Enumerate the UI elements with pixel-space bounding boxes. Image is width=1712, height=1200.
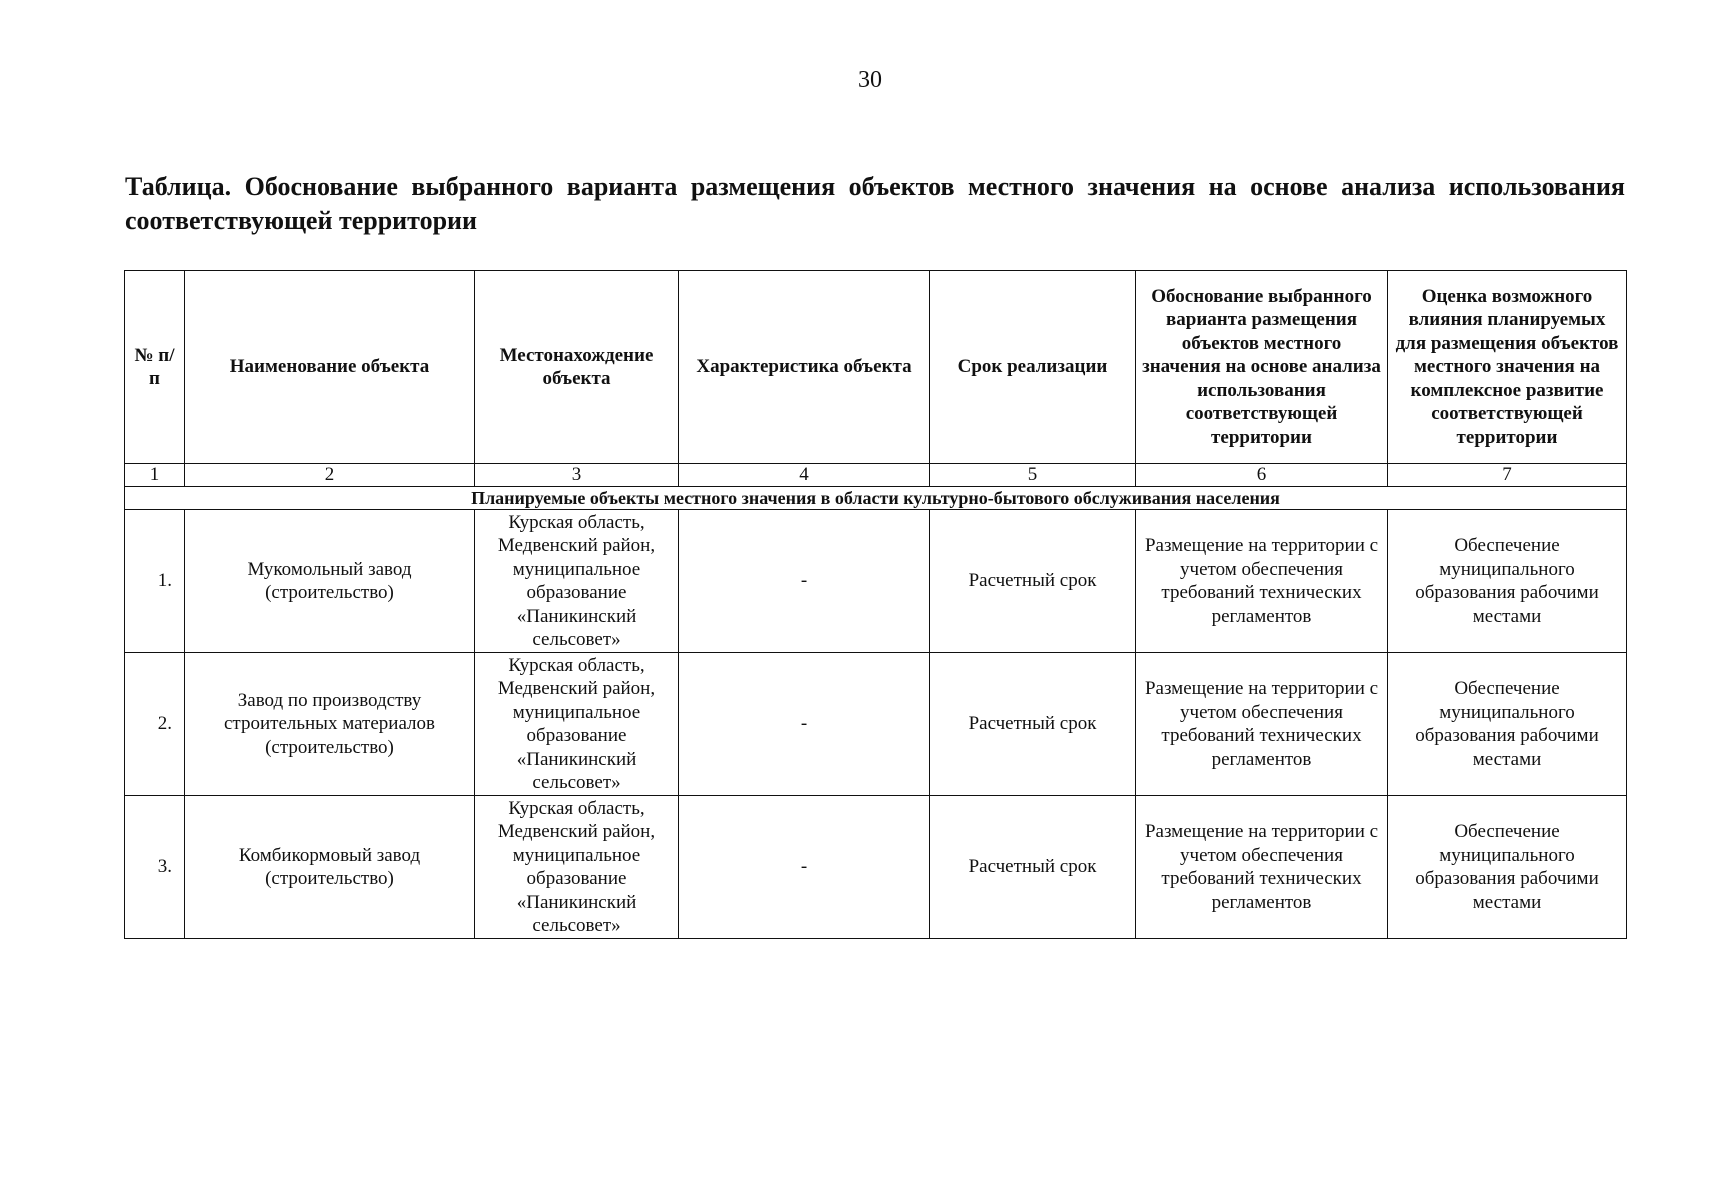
implementation-term: Расчетный срок bbox=[930, 796, 1136, 939]
impact-assessment: Обеспечение муниципального образования рабочими местами bbox=[1388, 510, 1627, 653]
header-cell-justification: Обоснование выбранного варианта размещения объектов местного значения на основе анализа использования соответствующей территории bbox=[1136, 271, 1388, 464]
column-number: 7 bbox=[1388, 464, 1627, 487]
placement-justification: Размещение на территории с учетом обеспечения требований технических регламентов bbox=[1136, 653, 1388, 796]
table-row bbox=[125, 653, 1627, 796]
column-number-row bbox=[125, 464, 1627, 487]
impact-assessment: Обеспечение муниципального образования рабочими местами bbox=[1388, 653, 1627, 796]
column-number: 2 bbox=[185, 464, 475, 487]
data-table-container bbox=[124, 270, 1626, 939]
impact-assessment: Обеспечение муниципального образования рабочими местами bbox=[1388, 796, 1627, 939]
object-name: Мукомольный завод (строительство) bbox=[185, 510, 475, 653]
header-cell-number: № п/п bbox=[125, 271, 185, 464]
row-number: 2. bbox=[125, 653, 185, 796]
placement-justification: Размещение на территории с учетом обеспечения требований технических регламентов bbox=[1136, 510, 1388, 653]
section-title: Планируемые объекты местного значения в области культурно-бытового обслуживания населения bbox=[125, 487, 1627, 510]
row-number: 3. bbox=[125, 796, 185, 939]
object-location: Курская область, Медвенский район, муниципальное образование «Паникинский сельсовет» bbox=[475, 510, 679, 653]
implementation-term: Расчетный срок bbox=[930, 510, 1136, 653]
object-name: Завод по производству строительных материалов (строительство) bbox=[185, 653, 475, 796]
row-number: 1. bbox=[125, 510, 185, 653]
placement-justification: Размещение на территории с учетом обеспечения требований технических регламентов bbox=[1136, 796, 1388, 939]
column-number: 6 bbox=[1136, 464, 1388, 487]
page-number: 30 bbox=[858, 67, 882, 93]
column-number: 5 bbox=[930, 464, 1136, 487]
object-characteristic: - bbox=[679, 796, 930, 939]
header-row bbox=[125, 271, 1627, 464]
object-characteristic: - bbox=[679, 510, 930, 653]
table-row bbox=[125, 510, 1627, 653]
table-title: Таблица. Обоснование выбранного варианта размещения объектов местного значения на основе анализа использования соответствующей территории bbox=[125, 172, 1625, 235]
object-location: Курская область, Медвенский район, муниципальное образование «Паникинский сельсовет» bbox=[475, 796, 679, 939]
object-location: Курская область, Медвенский район, муниципальное образование «Паникинский сельсовет» bbox=[475, 653, 679, 796]
header-cell-location: Местонахождение объекта bbox=[475, 271, 679, 464]
table-row bbox=[125, 796, 1627, 939]
column-number: 3 bbox=[475, 464, 679, 487]
object-name: Комбикормовый завод (строительство) bbox=[185, 796, 475, 939]
header-cell-term: Срок реализации bbox=[930, 271, 1136, 464]
section-row bbox=[125, 487, 1627, 510]
header-cell-characteristic: Характеристика объекта bbox=[679, 271, 930, 464]
header-cell-name: Наименование объекта bbox=[185, 271, 475, 464]
object-characteristic: - bbox=[679, 653, 930, 796]
header-cell-impact: Оценка возможного влияния планируемых для размещения объектов местного значения на комплексное развитие соответствующей территории bbox=[1388, 271, 1627, 464]
implementation-term: Расчетный срок bbox=[930, 653, 1136, 796]
objects-table bbox=[124, 270, 1627, 939]
column-number: 1 bbox=[125, 464, 185, 487]
column-number: 4 bbox=[679, 464, 930, 487]
